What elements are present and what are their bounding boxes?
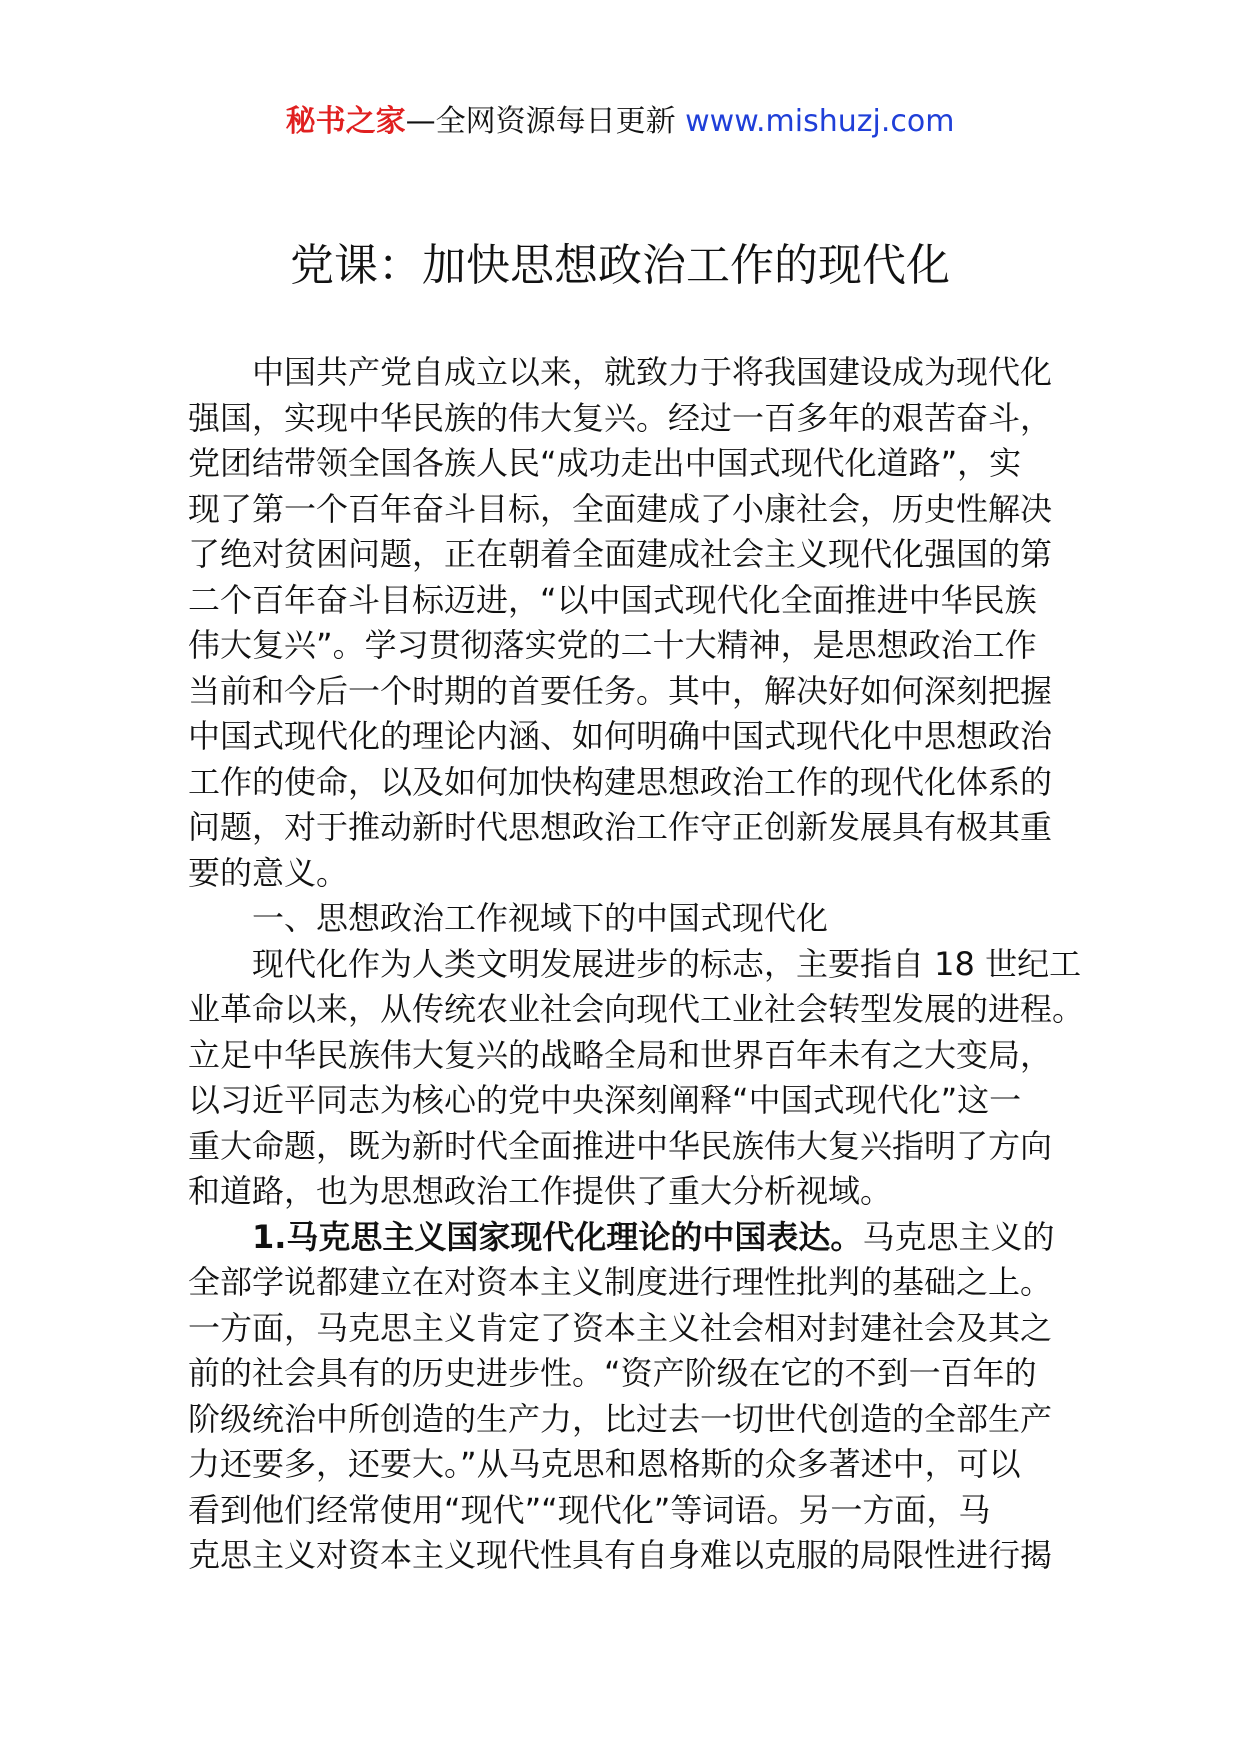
document-title: 党课：加快思想政治工作的现代化 (290, 240, 950, 291)
paragraph-line: 前的社会具有的历史进步性。“资产阶级在它的不到一百年的 (188, 1354, 1037, 1392)
paragraph-line: 全部学说都建立在对资本主义制度进行理性批判的基础之上。 (188, 1263, 1053, 1301)
paragraph-line: 力还要多，还要大。”从马克思和恩格斯的众多著述中，可以 (188, 1445, 1021, 1483)
paragraph-line: 党团结带领全国各族人民“成功走出中国式现代化道路”，实 (188, 444, 1022, 482)
subsection-line (188, 1215, 1068, 1261)
paragraph-line: 阶级统治中所创造的生产力，比过去一切世代创造的全部生产 (188, 1399, 1053, 1438)
subsection-heading: 1.马克思主义国家现代化理论的中国表达。 (252, 1217, 863, 1256)
paragraph-line: 和道路，也为思想政治工作提供了重大分析视域。 (188, 1172, 893, 1210)
paragraph-line: 二个百年奋斗目标迈进，“以中国式现代化全面推进中华民族 (188, 580, 1037, 619)
paragraph-line: 问题，对于推动新时代思想政治工作守正创新发展具有极其重 (188, 808, 1053, 846)
section-heading: 一、思想政治工作视域下的中国式现代化 (252, 899, 829, 937)
paragraph-line: 看到他们经常使用“现代”“现代化”等词语。另一方面，马 (188, 1490, 991, 1529)
paragraph-line: 立足中华民族伟大复兴的战略全局和世界百年未有之大变局， (188, 1035, 1053, 1074)
paragraph-line: 伟大复兴”。学习贯彻落实党的二十大精神，是思想政治工作 (188, 626, 1037, 664)
paragraph-line: 中国式现代化的理论内涵、如何明确中国式现代化中思想政治 (188, 717, 1053, 755)
paragraph-text: 马克思主义的 (862, 1217, 1055, 1256)
paragraph-line: 业革命以来，从传统农业社会向现代工业社会转型发展的进程。 (188, 990, 1085, 1028)
paragraph-line: 一方面，马克思主义肯定了资本主义社会相对封建社会及其之 (188, 1308, 1053, 1347)
site-header (0, 102, 1240, 142)
paragraph-line: 当前和今后一个时期的首要任务。其中，解决好如何深刻把握 (188, 671, 1053, 710)
paragraph-line: 现代化作为人类文明发展进步的标志，主要指自 18 世纪工 (252, 944, 1082, 983)
document-body (188, 350, 1085, 1579)
site-brand: 秘书之家 (285, 104, 406, 139)
paragraph-line: 强国，实现中华民族的伟大复兴。经过一百多年的艰苦奋斗， (188, 398, 1053, 437)
paragraph-line: 克思主义对资本主义现代性具有自身难以克服的局限性进行揭 (188, 1536, 1053, 1574)
site-url[interactable]: www.mishuzj.com (685, 104, 955, 139)
site-tagline: —全网资源每日更新 (405, 104, 686, 139)
paragraph-line: 以习近平同志为核心的党中央深刻阐释“中国式现代化”这一 (188, 1081, 1022, 1119)
paragraph-line: 中国共产党自成立以来，就致力于将我国建设成为现代化 (252, 353, 1053, 391)
paragraph-line: 工作的使命，以及如何加快构建思想政治工作的现代化体系的 (188, 762, 1053, 801)
paragraph-line: 现了第一个百年奋斗目标，全面建成了小康社会，历史性解决 (188, 489, 1053, 528)
paragraph-line: 要的意义。 (188, 853, 349, 892)
paragraph-line: 了绝对贫困问题，正在朝着全面建成社会主义现代化强国的第 (188, 535, 1053, 573)
paragraph-line: 重大命题，既为新时代全面推进中华民族伟大复兴指明了方向 (188, 1126, 1053, 1165)
